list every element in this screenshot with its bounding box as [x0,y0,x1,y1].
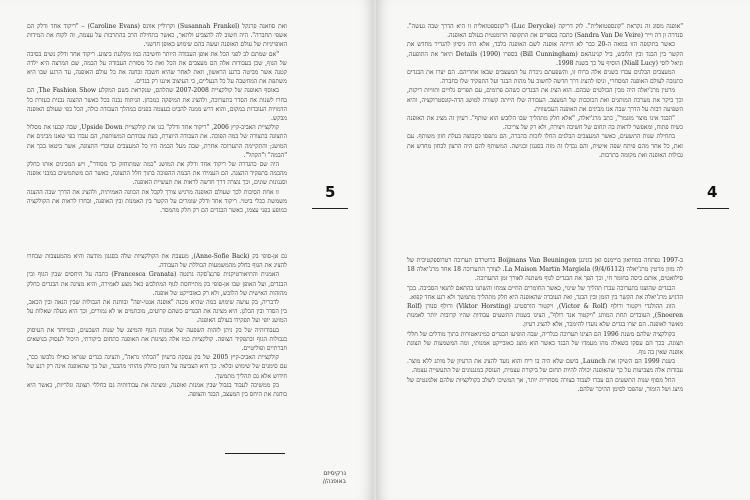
paragraph: בשנת 1999 הם השיקו את Launch, בושם שלא היה בו ריח והוא נועד להציג את הרעיון של מותג ללא מוצר. עבודות אלה מצביעות על כך שהאופנה יכולה להיות תחום של ביקורת עצמית, העוסק במנגנונים של התעשייה עצמה. [407,358,683,375]
paragraph: "אופנה מסוג זה נקראת "קונספטואלית". לוק דריקה (Luc Derycke) ו"קונספטואלית זו היא הדרך שבה נעשה". סנדרה ון דה וייר (Sandra Van De Veire) כתבה בספרים את התקופה הרומנטית בעולם האופנה. [407,23,683,40]
paragraph: המעצבים הבלגים עבדו בשנים אלה ברוח זו, והשפעתם ניכרת על המעצבים שבאו אחריהם. הם יצרו את הבגדים כתגובה לעולם האופנה המסחרי, וניסו להציג דרך חדשה לחשוב על מהות הבגד ועל התפקיד שלו בחברה. [407,69,683,86]
paragraph: בק ממשיכה לעבוד בגבול שבין אמנות ואופנה, ומציגה את עבודותיה גם בחללי תצוגה וגלריות, כאשר היא בוחנת את היחס בין המעצב, הבגד והצופה. [27,381,287,399]
footer-rule [225,453,285,454]
paragraph: "הבגד אינו מוצר מוגמר", כתב מרג'יאלה, "אלא חלק מתהליך שבו הלובש הוא שותף". רעיון זה מציג את האופנה כשיח פתוח, ומאפשר לראות בה תחום של חשיבה ויצירה, ולא רק של צריכה. [407,115,683,132]
left-bottom-column [27,252,287,448]
paragraph: לדבריה, בק עושה שימוש במה שהיא מכנה "אופנה אנטי-יפה" ובוחנת את הגבולות שבין הנאה ובין הכאב, בין הסדר ובין הבלגן. היא מציגה את הבגדים כשהם קרועים, מוכתמים או לא גמורים, וכך היא מעלה שאלות על המושג יופי ועל תפקידו בעולם האופנה. [27,299,287,325]
page-number: 5 [325,183,336,201]
page-number: 4 [707,183,718,201]
paragraph: ב-1997 נפתחה במוזיאון בויימנס ואן בונינגן Boijmans Van Beuningen ברוטרדם תערוכה רטרוספקטיבית של לה מזון מרטין מרג'יאלה La Maison Martin Margiela (9/4/6112). לצורך התערוכה 18 אחד מרג'יאלה 18 סילואטים, אותם כיסה בחומר חי, וכך הפך את הבגדים לגוף משתנה לאורך זמן התערוכה. [407,257,683,283]
paragraph: החל מסוף שנות התשעים הם עברו לעבוד בצורה מסחרית יותר, אך המשיכו לשלב בקולקציות שלהם אלמנטים של מיצג ושל הומור, שהפכו לסימן ההיכר שלהם. [407,376,683,393]
paragraph: גם אן-סופי בק (Anne-Sofie Back), מעצבת את הקולקציות שלה בסגנון מודעה והיא מהמעצבות שבחרו להציג את הגוף כחלק מהמשמעות הכוללת של העבודה. [27,253,287,270]
running-head [296,470,346,486]
paragraph: קולקציית האביב-קיץ 2005 של בק עסקה ברעיון "הבלתי נראה", והציגה בגדים שנראו כאילו נלבשו כבר, עם סימנים של שימוש ובלאי. כך היא הצביעה על הזמן כחלק מהותי מהבגד, ועל כך שהאופנה אינה רק רגע של חידוש אלא גם תהליך מתמשך. [27,354,287,380]
paragraph: הזוג ההולנדי ויקטור ורולף (Victor & Rolf), ויקטור הורסטינג (Viktor Horsting) ורולף סנורן (Rolf Snoeren), העובדים תחת המותג "ויקטור אנד רולף", הציגו בשנות התשעים עבודות שהיו קרובות יותר לאמנות מאשר לאופנה. הם יצרו בגדים שלא נועדו להימכר, אלא להציג רעיון. [407,303,683,329]
right-bottom-column [407,256,683,452]
paragraph: ואת סוזאנה פרנקל (Susannah Frankel) וקרוליין אוונס (Caroline Evans) – "ריקוד אחד ודלק הם אשפי תחברה". היה חשוב לה להצביע ולתאר, כאשר בתחילת הרב בהתרבות על עצמה, זה לקוח את המידות האופייניות של עולם האופנה ועשה בהם שימוש באופן חדשני. [27,23,287,49]
paragraph: "אם שמתם לב לפני הכל את אופן העבודה היותר וחשיבה כמו מקלעת ביצוע. ריקוד אחד ודלק נשים בסיבה של הגוף, שכן בעבודות אלה הם מעצבים את הכל ואת כל מסורת העבודה על הבמה, שם המרצה היא ילדה קטנה אשר מביטה ברגע הראשון, וזאת לאחר שהיא חשבה ובחנה את כל עולם האופנה, עד הרגע שבו היא משתפת את המחשבה על כל הנעליים, כי העיצוב איננו רק בגדים. [27,50,287,86]
left-page [0,0,373,500]
page-number-rule [312,208,348,209]
paragraph: בתחילת שנות התשעים, כאשר המעצבים הבלגים החלו לזכות בהכרה, הם נתפסו כקבוצה בעלת חזון משותף. עם זאת, כל אחד מהם פיתח שפה אישית, והם נבדלו זה מזה בסגנון ובגישה. המשותף להם היה הרצון לבחון מחדש את גבולות האופנה ואת מקומה בתרבות. [407,133,683,159]
paragraph: בעבודותיה של בק ניתן לזהות השפעה של אמנות הגוף והמיצג של שנות השבעים, ובמיוחד את העיסוק בגבולות הגוף ובתפקיד הצופה. קולקציות כמו אלה מציגות את האופנה כתחום ביקורתי, היכול לעסוק בנושאים חברתיים ופוליטיים. [27,326,287,353]
right-top-column [407,22,683,254]
paragraph: הבגדים שהוצגו בתערוכה עברו תהליך של שינוי, כאשר החומרים החיים צמחו והשתנו בהתאם לתנאי הסביבה. בכך הדגיש מרג'יאלה את הקשר בין הזמן ובין הבגד, ואת העובדה שהאופנה היא חלק מתהליך מתמשך ולא רגע אחד קפוא. [407,284,683,301]
running-head-line: נרקיסיזם [323,470,346,477]
right-page [377,0,750,500]
paragraph: באוסף האופנה של קולקציית 2007-2008 שהלהם, שנקראת בשם המקלע The Fashion Show, הם בחרו לשנות את הסדר בתערוכה, ולהציג את המיפקה כמבחן. הניתוח נבנה בכל כאשר ההצגה נבנית בעזרת כל הדמויות העובדות במקום, והוא דרש ממנה להביט בעצמה בפנים במהלך העבודה כולה, הכל כפי שעולם האופנה מבקש. [27,87,287,123]
paragraph: זו אחת הסיבות לכך שעולם האופנה מרגיש צורך לקבל את הכוונה האמיתית, ולהציג את הדרך שבה ההצגה משמשת ככלי ביטוי. ריקוד אחד ודלק שומרים על הקשר בין האמנות ובין האופנה, ובחרו לראות את הקולקציה כמופע בפני עצמו, כאשר הבגדים הם רק חלק מהמסר. [27,188,287,215]
paragraph: קולקציית האביב-קיץ 2006, "ריקוד אחד ודלק" בנו את קולקציית Upside Down, שבה קבעו את מסלול התצוגה בתצורה של במה הפוכה. את העבודה היוצרת, בעת עבודתם המשותפת, הם עבדו כפי שאנו מבינים את המושג; והתקיימה התערוכה אחרת, שבה מעל הבמה היו כל המעצבים ועובדי התצוגה, אשר ביטאו בכך את "הבמה" ו"הקהל". [27,124,287,159]
paragraph: היה שם כהגדרה של ריקוד אחד ודלק את המושג "כמה שמתוחזק כך מסודר", ויש המבינים אותו כחלק מהבמה בתפקיד ההצגה. הם העמידו את הבמה ההפוכה בתוך חלל התצוגה, כאשר הם משתמשים במבני אופנה וסגנונות שונים, וכך נוצרה דרך חדשה לראות את תעשיית האופנה. [27,161,287,187]
running-head-line: באופנה// [322,478,346,485]
left-top-column [27,22,287,254]
paragraph: האמנית והתיאורטיקנית פרנצ'סקה גרנטה (Francesca Granata) כתבה על היחסים שבין הגוף ובין הבגדים, ועל האופן שבו אן-סופי בק מתייחסת לגוף המתלבש כאל מצע לאמירה, והיא מציגה את הבגדים כחלק מהזהות האישית של הלובש, ולא רק כאובייקט של אופנה. [27,271,287,297]
paragraph: כאשר בתקופה הזו במאה ה-20 כבר לא הייתה אופנה לשם האופנה בלבד, אלא היה ניסיון להגדיר מחדש את הקשר בין הבגד ובין הלובש, ביל קנינגהאם (Bill Cunningham) בספרו Details (1990) תיאר את התופעה, וניאל לוסי (Niall Lucy) הוסיף על כך בשנת 1998. [407,41,683,67]
page-number-rule [697,208,729,209]
paragraph: בקולקציה שלהם משנת 1996 הם הציגו תערוכה בגלריה, שבה הופיעו הבגדים כמיניאטורות בתוך מודלים של חללי תצוגה. בכך הם עסקו בשאלה מהו מעמדו של הבגד כאשר הוא מוצג כאובייקט אמנותי, ומה המשמעות של תצוגת אופנה שאין בה גוף. [407,330,683,357]
paragraph: מרטין מרג'יאלה היה מבין הבולטים שבהם. הוא הציג את הבגדים כשהם פרומים, עם תפרים גלויים ותוויות ריקות, וכך ביקר את מערכת המותגים ואת הכוכבות של המעצב. העבודה שלו הייתה קשורה למושג הדה-קונסטרוקציה, והיא השפיעה רבות על הדרך שבה אנו מבינים את האופנה העכשווית. [407,87,683,113]
